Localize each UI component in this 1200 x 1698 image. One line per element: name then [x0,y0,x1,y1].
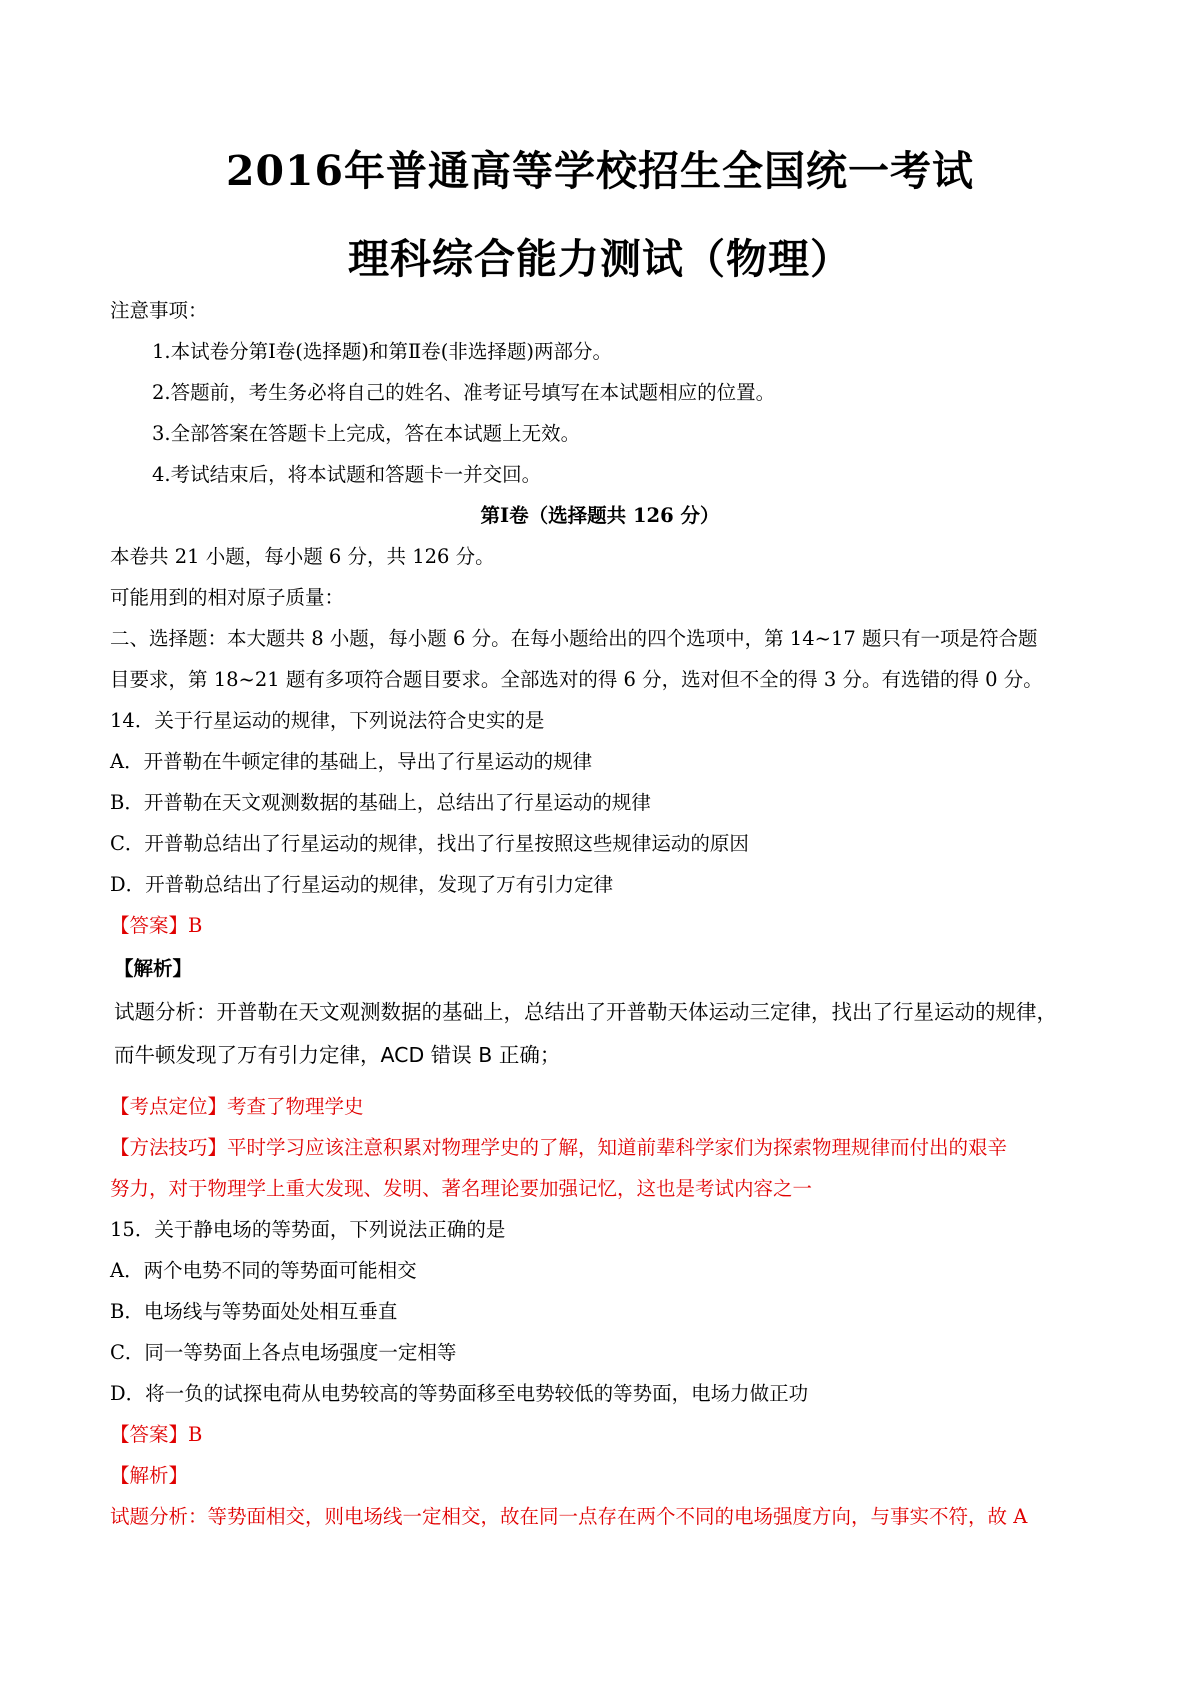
q15-answer: 【答案】B [110,1423,203,1446]
section-intro: 本卷共 21 小题，每小题 6 分，共 126 分。 [110,545,495,568]
q15-option-d: D．将一负的试探电荷从电势较高的等势面移至电势较低的等势面，电场力做正功 [110,1382,809,1405]
q14-analysis-line: 试题分析：开普勒在天文观测数据的基础上，总结出了开普勒天体运动三定律，找出了行星运动的规律， [114,1000,1057,1024]
notice-item: 4.考试结束后，将本试题和答题卡一并交回。 [152,463,542,486]
notice-item: 2.答题前，考生务必将自己的姓名、准考证号填写在本试题相应的位置。 [152,381,776,404]
q14-option-c: C．开普勒总结出了行星运动的规律，找出了行星按照这些规律运动的原因 [110,832,749,855]
q14-key-point: 【考点定位】考查了物理学史 [110,1095,364,1118]
instruction-line: 目要求，第 18~21 题有多项符合题目要求。全部选对的得 6 分，选对但不全的得 3 分。有选错的得 0 分。 [110,668,1043,691]
notice-item: 1.本试卷分第Ⅰ卷(选择题)和第Ⅱ卷(非选择题)两部分。 [152,340,612,363]
q15-option-a: A．两个电势不同的等势面可能相交 [110,1259,417,1282]
question-15-stem: 15．关于静电场的等势面，下列说法正确的是 [110,1218,506,1241]
q14-method-line: 【方法技巧】平时学习应该注意积累对物理学史的了解，知道前辈科学家们为探索物理规律而付出的艰辛 [110,1136,1008,1159]
exam-title: 2016年普通高等学校招生全国统一考试 [225,147,975,195]
q15-analysis-heading: 【解析】 [110,1464,189,1487]
atomic-mass-line: 可能用到的相对原子质量： [110,586,345,609]
q14-answer: 【答案】B [110,914,203,937]
q15-option-c: C．同一等势面上各点电场强度一定相等 [110,1341,457,1364]
q14-option-a: A．开普勒在牛顿定律的基础上，导出了行星运动的规律 [110,750,593,773]
q15-option-b: B．电场线与等势面处处相互垂直 [110,1300,398,1323]
q14-analysis-heading: 【解析】 [114,957,193,980]
section-title: 第Ⅰ卷（选择题共 126 分） [480,504,720,527]
question-14-stem: 14．关于行星运动的规律，下列说法符合史实的是 [110,709,545,732]
notice-heading: 注意事项： [110,299,208,322]
notice-item: 3.全部答案在答题卡上完成，答在本试题上无效。 [152,422,581,445]
instruction-line: 二、选择题：本大题共 8 小题，每小题 6 分。在每小题给出的四个选项中，第 14~17 题只有一项是符合题 [110,627,1038,650]
q14-method-line: 努力，对于物理学上重大发现、发明、著名理论要加强记忆，这也是考试内容之一 [110,1177,813,1200]
q14-option-b: B．开普勒在天文观测数据的基础上，总结出了行星运动的规律 [110,791,651,814]
q15-analysis-line: 试题分析：等势面相交，则电场线一定相交，故在同一点存在两个不同的电场强度方向，与事实不符，故 A [110,1505,1028,1528]
exam-subtitle: 理科综合能力测试（物理） [348,235,852,283]
q14-analysis-line: 而牛顿发现了万有引力定律，ACD 错误 B 正确； [114,1043,561,1067]
q14-option-d: D．开普勒总结出了行星运动的规律，发现了万有引力定律 [110,873,614,896]
